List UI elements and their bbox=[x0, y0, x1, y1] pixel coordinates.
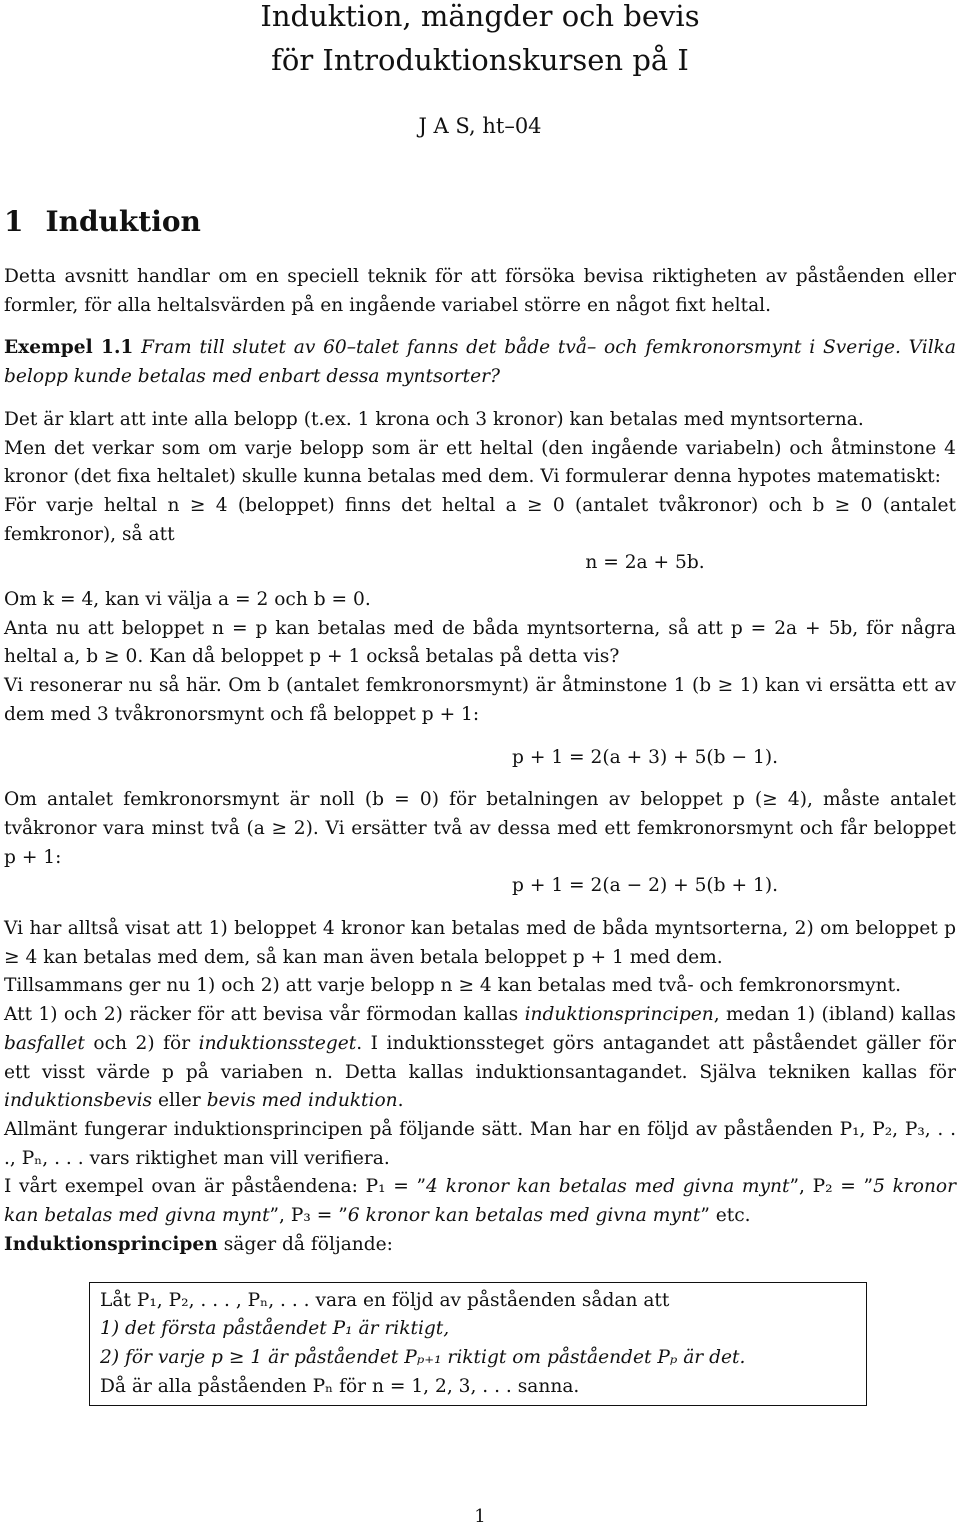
paragraph-noll: Om antalet femkronorsmynt är noll (b = 0) för betalningen av beloppet p (≥ 4), måste antalet tvåkronor vara minst två (a ≥ 2). Vi ersätter två av dessa med ett femkronorsmynt och får beloppet p + 1: bbox=[4, 789, 956, 868]
paragraph-principen: Induktionsprincipen säger då följande: bbox=[4, 1233, 393, 1255]
paragraph-ivart: I vårt exempel ovan är påståendena: P₁ = ”4 kronor kan betalas med givna mynt”, P₂ = ”5 kronor kan betalas med givna mynt”, P₃ = ”6 kronor kan betalas med givna mynt” etc. bbox=[4, 1176, 957, 1227]
principen-bold: Induktionsprincipen bbox=[4, 1233, 218, 1255]
example-text: Fram till slutet av 60–talet fanns det både två– och femkronorsmynt i Sverige. Vilka belopp kunde betalas med enbart dessa myntsorter? bbox=[4, 337, 956, 388]
box-line-2: 1) det första påståendet P₁ är riktigt, bbox=[100, 1318, 450, 1340]
paragraph-for: För varje heltal n ≥ 4 (beloppet) finns det heltal a ≥ 0 (antalet tvåkronor) och b ≥ 0 (antalet femkronor), så att bbox=[4, 494, 956, 545]
section-number: 1 bbox=[4, 205, 24, 238]
paragraph-att: Att 1) och 2) räcker för att bevisa vår förmodan kallas induktionsprincipen, medan 1) (ibland) kallas basfallet och 2) för induktionssteget. I induktionssteget görs antagandet att påståendet gäller för ett visst värde p på variaben n. Detta kallas induktionsantagandet. Själva tekniken kallas för induktionsbevis eller bevis med induktion. bbox=[4, 1004, 956, 1112]
box-line-4: Då är alla påståenden Pₙ för n = 1, 2, 3, . . . sanna. bbox=[100, 1375, 580, 1397]
title-line-2: för Introduktionskursen på I bbox=[271, 43, 689, 77]
section-heading bbox=[4, 205, 201, 238]
page-number: 1 bbox=[474, 1506, 486, 1527]
induction-principle-box bbox=[89, 1282, 867, 1407]
paragraph-anta: Anta nu att beloppet n = p kan betalas med de båda myntsorterna, så att p = 2a + 5b, för några heltal a, b ≥ 0. Kan då beloppet p + 1 också betalas på detta vis? bbox=[4, 617, 956, 668]
intro-paragraph: Detta avsnitt handlar om en speciell teknik för att försöka bevisa riktigheten av påståenden eller formler, för alla heltalsvärden på en ingående variabel större en något fixt heltal. bbox=[4, 266, 956, 316]
paragraph-clear: Det är klart att inte alla belopp (t.ex. 1 krona och 3 kronor) kan betalas med myntsorterna. bbox=[4, 408, 864, 430]
box-line-1: Låt P₁, P₂, . . . , Pₙ, . . . vara en följd av påståenden sådan att bbox=[100, 1289, 670, 1311]
section-title: Induktion bbox=[45, 205, 201, 238]
author-date: J A S, ht–04 bbox=[418, 114, 542, 138]
body-text bbox=[4, 263, 956, 1406]
box-line-3: 2) för varje p ≥ 1 är påståendet Pₚ₊₁ riktigt om påståendet Pₚ är det. bbox=[100, 1346, 746, 1368]
paragraph-allmant: Allmänt fungerar induktionsprincipen på följande sätt. Man har en följd av påståenden P₁, P₂, P₃, . . ., Pₙ, . . . vars riktighet man vill verifiera. bbox=[4, 1118, 956, 1169]
paragraph-om: Om k = 4, kan vi välja a = 2 och b = 0. bbox=[4, 589, 371, 611]
paragraph-alltsa: Vi har alltså visat att 1) beloppet 4 kronor kan betalas med de båda myntsorterna, 2) om beloppet p ≥ 4 kan betalas med dem, så kan man även betala beloppet p + 1 med dem. bbox=[4, 918, 956, 968]
paragraph-men: Men det verkar som om varje belopp som är ett heltal (den ingående variabeln) och åtminstone 4 kronor (det fixa heltalet) skulle kunna betalas med dem. Vi formulerar denna hypotes matematiskt: bbox=[4, 437, 956, 488]
title-line-1: Induktion, mängder och bevis bbox=[260, 0, 700, 33]
example-paragraph bbox=[4, 334, 956, 391]
equation-2: p + 1 = 2(a + 3) + 5(b − 1). bbox=[512, 746, 778, 768]
paragraph-vi: Vi resonerar nu så här. Om b (antalet femkronorsmynt) är åtminstone 1 (b ≥ 1) kan vi ersätta ett av dem med 3 tvåkronorsmynt och få beloppet p + 1: bbox=[4, 675, 956, 725]
title-block bbox=[4, 0, 956, 82]
equation-1: n = 2a + 5b. bbox=[585, 552, 705, 574]
example-label: Exempel 1.1 bbox=[4, 337, 134, 359]
paragraph-tillsammans: Tillsammans ger nu 1) och 2) att varje belopp n ≥ 4 kan betalas med två- och femkronorsmynt. bbox=[4, 975, 902, 997]
equation-3: p + 1 = 2(a − 2) + 5(b + 1). bbox=[512, 875, 778, 897]
